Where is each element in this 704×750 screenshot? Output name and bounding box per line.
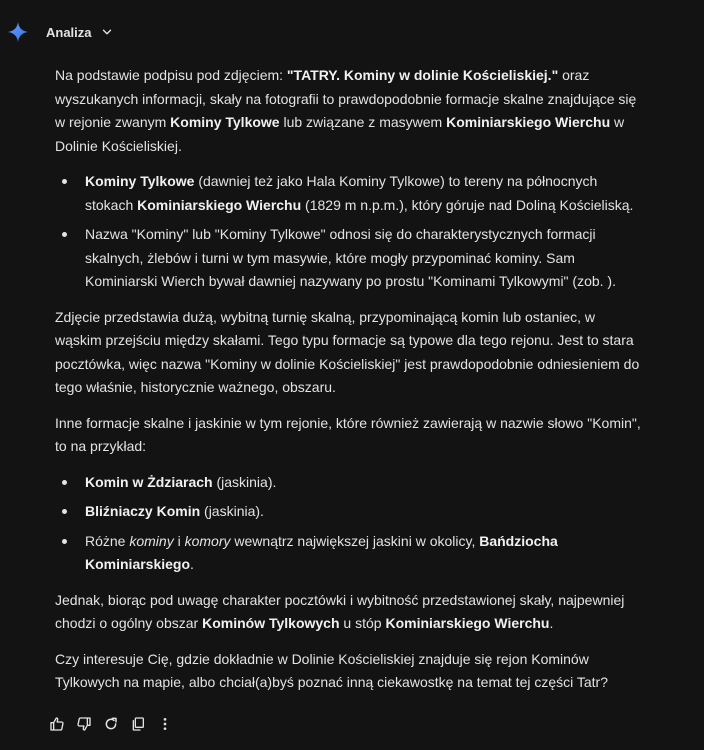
paragraph-intro: Na podstawie podpisu pod zdjęciem: "TATRY. Kominy w dolinie Kościeliskiej." oraz wyszukanych informacji, skały na fotografii to prawdopodobnie formacje skalne znajdujące się w rejonie zwanym Kominy Tylkowe lub związane z masywem Kominiarskiego Wierchu w Dolinie Kościeliskiej. — [55, 67, 637, 154]
list-item: Bliźniaczy Komin (jaskinia). — [55, 500, 645, 524]
regenerate-icon — [103, 716, 119, 732]
more-options-icon — [157, 716, 173, 732]
model-switcher[interactable] — [46, 22, 114, 42]
thumb-down-icon — [76, 716, 92, 732]
more-options-button[interactable] — [155, 715, 174, 734]
list-other-formations — [55, 471, 645, 577]
regenerate-button[interactable] — [101, 715, 120, 734]
chevron-down-icon — [100, 25, 114, 39]
model-label: Analiza — [46, 24, 92, 40]
copy-icon — [130, 716, 146, 732]
copy-button[interactable] — [128, 715, 147, 734]
thumb-down-button[interactable] — [74, 715, 93, 734]
list-item: Nazwa "Kominy" lub "Kominy Tylkowe" odnosi się do charakterystycznych formacji skalnych, żlebów i turni w tym masywie, które mogły przypominać kominy. Sam Kominiarski Wierch bywał dawniej nazywany po prostu "Kominami Tylkowymi" (zob. ). — [55, 223, 645, 294]
paragraph-photo-description: Zdjęcie przedstawia dużą, wybitną turnię skalną, przypominającą komin lub ostaniec, w wąskim przejściu między skałami. Tego typu formacje są typowe dla tego rejonu. Jest to stara pocztówka, więc nazwa "Kominy w dolinie Kościeliskiej" jest prawdopodobnie odniesieniem do tego właśnie, historycznie ważnego, obszaru. — [55, 308, 640, 395]
paragraph-other-formations: Inne formacje skalne i jaskinie w tym rejonie, które również zawierają w nazwie słowo "Komin", to na przykład: — [55, 414, 641, 454]
paragraph-conclusion: Jednak, biorąc pod uwagę charakter pocztówki i wybitność przedstawionej skały, najpewniej chodzi o ogólny obszar Kominów Tylkowych u stóp Kominiarskiego Wierchu. — [55, 591, 625, 631]
response-body — [55, 64, 645, 707]
list-item: Komin w Żdziarach (jaskinia). — [55, 471, 645, 495]
list-item: Kominy Tylkowe (dawniej też jako Hala Kominy Tylkowe) to tereny na północnych stokach Kominiarskiego Wierchu (1829 m n.p.m.), który góruje nad Doliną Kościeliską. — [55, 170, 645, 217]
list-item: Różne kominy i komory wewnątrz największej jaskini w okolicy, Bańdziocha Kominiarskiego. — [55, 530, 645, 577]
thumb-up-icon — [49, 716, 65, 732]
list-kominy-tylkowe — [55, 170, 645, 294]
gemini-sparkle-icon — [7, 21, 29, 43]
paragraph-question: Czy interesuje Cię, gdzie dokładnie w Dolinie Kościeliskiej znajduje się rejon Kominów Tylkowych na mapie, albo chciał(a)byś poznać inną ciekawostkę na temat tej części Tatr? — [55, 650, 609, 690]
thumb-up-button[interactable] — [47, 715, 66, 734]
response-header — [0, 0, 704, 64]
response-actions — [47, 712, 174, 736]
